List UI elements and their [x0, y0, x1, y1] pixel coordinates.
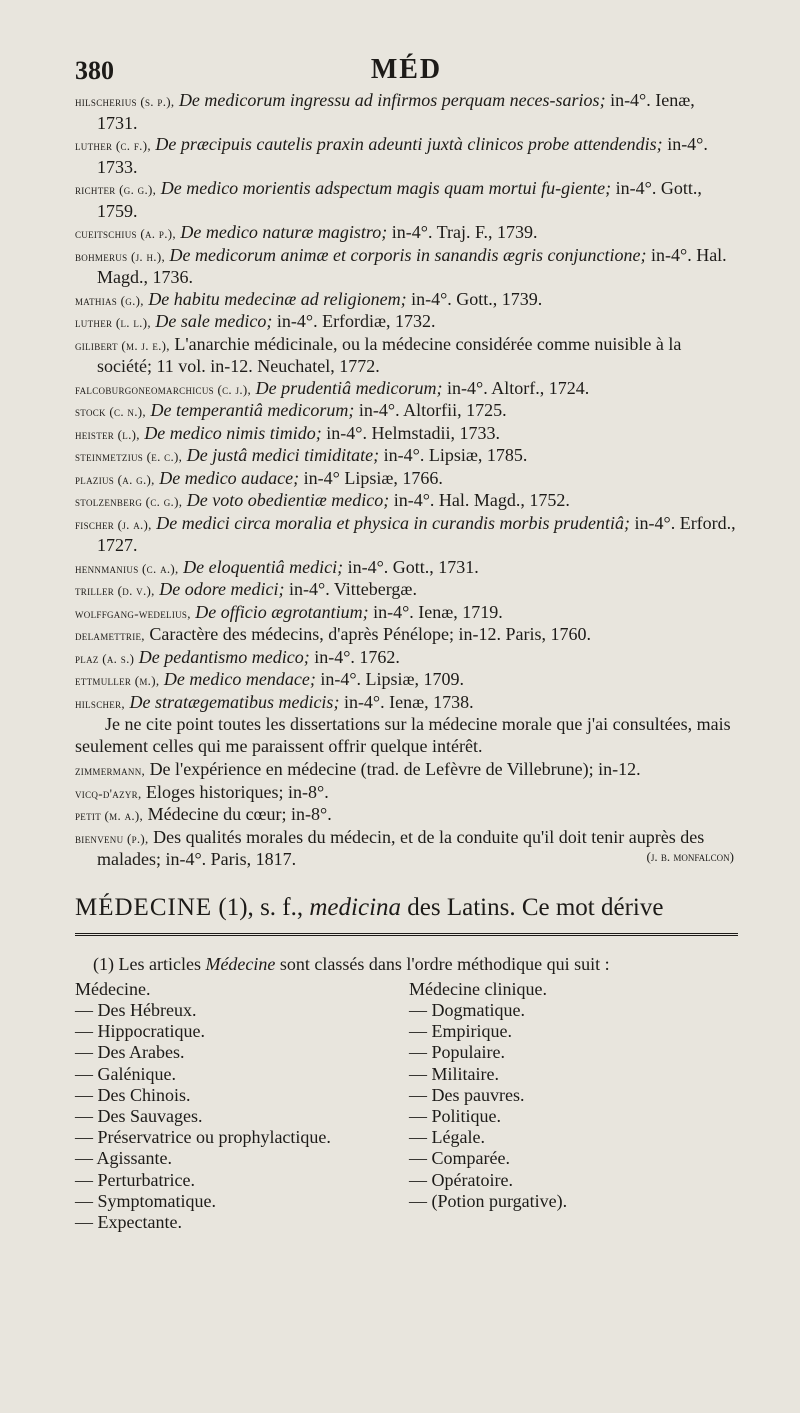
entry-imprint: in-4°. Vittebergæ.: [289, 579, 417, 599]
entry-title: De officio ægrotantium;: [195, 601, 369, 622]
footnote: [75, 954, 738, 1234]
author-note: Je ne cite point toutes les dissertations sur la médecine morale que j'ai consultées, mais seulement celles qui me paraissent offrir quelque intérêt.: [75, 714, 731, 756]
entry-title: De medicorum animæ et corporis in sanandis ægris conjunctione;: [169, 244, 647, 265]
entry-author: bohmerus (j. h.),: [75, 248, 166, 264]
footnote-list-item: — Empirique.: [409, 1021, 512, 1042]
entry-title: De sale medico;: [155, 311, 273, 331]
entry-imprint: in-4°. Traj. F., 1739.: [391, 222, 538, 242]
entry-imprint: in-4°. Helmstadii, 1733.: [326, 422, 500, 443]
bibliography-entry: [75, 557, 738, 580]
footnote-list-item: — Des Sauvages.: [75, 1105, 203, 1126]
entry-author: plaz (a. s.): [75, 650, 135, 666]
bibliography-entry: [75, 222, 738, 245]
bibliography-entry: [75, 490, 738, 513]
bibliography-entry: [75, 423, 738, 446]
entry-author: heister (l.),: [75, 426, 140, 442]
footnote-list-item: — Des pauvres.: [409, 1084, 525, 1105]
entry-author: bienvenu (p.),: [75, 830, 149, 846]
entry-imprint: in-4°. Altorfii, 1725.: [358, 400, 507, 420]
entry-title: De præcipuis cautelis praxin adeunti juxtà clinicos probe attendendis;: [155, 134, 663, 154]
entry-author: mathias (g.),: [75, 292, 144, 308]
entry-imprint: L'anarchie médicinale, ou la médecine considérée comme nuisible à la société; 11 vol. in-12. Neuchatel, 1772.: [97, 333, 682, 376]
entry-title: De habitu medecinæ ad religionem;: [148, 288, 407, 309]
entry-title: De medico audace;: [159, 467, 300, 488]
entry-author: luther (l. l.),: [75, 315, 151, 330]
entry-author: wolffgang-wedelius,: [75, 605, 191, 621]
entry-author: stock (c. n.),: [75, 404, 146, 419]
footnote-list-item: — Galénique.: [75, 1063, 176, 1084]
bibliography-entry: [75, 647, 738, 670]
entry-imprint: Eloges historiques; in-8°.: [146, 781, 329, 802]
headword: MÉDECINE: [75, 893, 213, 921]
entry-imprint: in-4°. Ienæ, 1738.: [343, 691, 474, 712]
entry-imprint: in-4°. Gott., 1731.: [347, 556, 479, 577]
footnote-list-item: — Des Chinois.: [75, 1084, 191, 1105]
entry-title: De pedantismo medico;: [138, 646, 310, 667]
grammar-label: s. f.,: [260, 893, 304, 921]
footnote-list-item: — Expectante.: [75, 1211, 182, 1232]
entry-author: hennmanius (c. a.),: [75, 560, 179, 576]
bibliography-entry: [75, 178, 738, 222]
page-number: 380: [75, 56, 114, 85]
entry-title: De medici circa moralia et physica in curandis morbis prudentiâ;: [156, 512, 630, 533]
entry-title: De medico naturæ magistro;: [180, 222, 388, 242]
footnote-reference: (1),: [218, 893, 254, 921]
footnote-divider: [75, 933, 738, 936]
footnote-list-item: — Militaire.: [409, 1063, 499, 1084]
bibliography-list: [75, 90, 738, 714]
entry-imprint: in-4° Lipsiæ, 1766.: [303, 467, 443, 488]
entry-title: De temperantiâ medicorum;: [150, 400, 355, 420]
entry-author: hilscher,: [75, 695, 125, 711]
entry-author: fischer (j. a.),: [75, 516, 152, 532]
entry-imprint: Des qualités morales du médecin, et de la conduite qu'il doit tenir auprès des malades; in-4°. Paris, 1817.: [97, 826, 705, 869]
footnote-list-item: — Préservatrice ou prophylactique.: [75, 1127, 331, 1148]
entry-imprint: in-4°. 1762.: [314, 646, 400, 667]
entry-author: plazius (a. g.),: [75, 471, 155, 487]
entry-imprint: in-4°. Gott., 1759.: [97, 178, 702, 221]
bibliography-entry: [75, 245, 738, 289]
entry-title: De eloquentiâ medici;: [183, 556, 344, 577]
footnote-list-item: — Perturbatrice.: [75, 1169, 195, 1190]
bibliography-entry: [75, 624, 738, 647]
footnote-list-item: — Opératoire.: [409, 1169, 513, 1190]
entry-author: delamettrie,: [75, 628, 145, 643]
bibliography-entry: [75, 289, 738, 312]
bibliography-entry: [75, 579, 738, 602]
footnote-list-item: — Comparée.: [409, 1148, 510, 1169]
entry-imprint: in-4°. Hal. Magd., 1752.: [393, 490, 570, 510]
entry-author: richter (g. g.),: [75, 182, 157, 197]
bibliography-entry: [75, 669, 738, 692]
footnote-intro: [75, 954, 738, 975]
entry-imprint: Médecine du cœur; in-8°.: [147, 804, 332, 824]
entry-title: De prudentiâ medicorum;: [255, 377, 443, 398]
latin-term: medicina: [309, 893, 402, 921]
footnote-intro-a: (1) Les articles: [93, 953, 201, 974]
entry-title: De medico morientis adspectum magis quam mortui fu-giente;: [160, 178, 612, 198]
footnote-list-item: Médecine clinique.: [409, 978, 547, 999]
entry-author: falcoburgoneomarchicus (c. j.),: [75, 381, 252, 397]
footnote-list-item: — Légale.: [409, 1127, 485, 1148]
bibliography-entry: [75, 90, 738, 134]
footnote-intro-c: sont classés dans l'ordre méthodique qui suit :: [279, 953, 610, 974]
entry-title: De odore medici;: [159, 579, 285, 599]
footnote-list-item: — Hippocratique.: [75, 1021, 205, 1042]
footnote-list-item: Médecine.: [75, 978, 151, 999]
running-title: MÉD: [370, 54, 443, 85]
footnote-columns: [75, 979, 738, 1233]
entry-imprint: Caractère des médecins, d'après Pénélope; in-12. Paris, 1760.: [149, 624, 591, 644]
entry-imprint: in-4°. Lipsiæ, 1785.: [383, 445, 528, 465]
entry-author: cueitschius (a. p.),: [75, 226, 176, 241]
entry-imprint: in-4°. Hal. Magd., 1736.: [97, 244, 727, 287]
footnote-list-item: — Des Arabes.: [75, 1042, 185, 1063]
page-header: [75, 48, 738, 88]
entry-author: stolzenberg (c. g.),: [75, 494, 183, 509]
entry-author: gilibert (m. j. e.),: [75, 337, 170, 353]
entry-author: petit (m. a.),: [75, 808, 144, 823]
entry-imprint: in-4°. Ienæ, 1719.: [373, 601, 503, 622]
entry-title: De stratægematibus medicis;: [129, 691, 340, 712]
footnote-list-item: — Populaire.: [409, 1042, 505, 1063]
footnote-column-right: [409, 979, 738, 1233]
bibliography-entry: [75, 602, 738, 625]
entry-imprint: in-4°. Ienæ, 1731.: [97, 90, 695, 133]
footnote-list-item: — Politique.: [409, 1105, 502, 1126]
entry-imprint: in-4°. Gott., 1739.: [411, 288, 543, 309]
author-signature: (j. b. monfalcon): [646, 848, 734, 864]
footnote-intro-b: Médecine: [205, 953, 276, 974]
entry-author: hilscherius (s. p.),: [75, 94, 175, 109]
entry-title: De medico nimis timido;: [144, 422, 322, 443]
entry-author: ettmuller (m.),: [75, 673, 160, 688]
entry-imprint: De l'expérience en médecine (trad. de Lefèvre de Villebrune); in-12.: [149, 759, 641, 779]
bibliography-entry: [75, 692, 738, 715]
entry-imprint: in-4°. Erford., 1727.: [97, 512, 736, 555]
entry-title: De medico mendace;: [163, 669, 316, 689]
bibliography-list-continued: [75, 759, 738, 871]
bibliography-entry: [75, 759, 738, 782]
bibliography-entry: [75, 782, 738, 805]
bibliography-entry: [75, 468, 738, 491]
entry-title: De justâ medici timiditate;: [186, 445, 380, 465]
article-heading: [75, 893, 738, 923]
entry-imprint: in-4°. Altorf., 1724.: [447, 377, 590, 398]
footnote-list-item: — Des Hébreux.: [75, 999, 197, 1020]
footnote-list-item: — (Potion purgative).: [409, 1190, 568, 1211]
entry-imprint: in-4°. Erfordiæ, 1732.: [276, 311, 436, 331]
heading-tail: des Latins. Ce mot dérive: [407, 893, 664, 921]
bibliography-entry: [75, 400, 738, 423]
bibliography-entry: [75, 804, 738, 827]
bibliography-entry: [75, 334, 738, 378]
entry-author: zimmermann,: [75, 763, 146, 778]
footnote-list-item: — Agissante.: [75, 1148, 172, 1169]
footnote-list-item: — Dogmatique.: [409, 999, 525, 1020]
bibliography-entry: [75, 378, 738, 401]
bibliography-entry: [75, 311, 738, 334]
entry-author: vicq-d'azyr,: [75, 785, 142, 801]
entry-title: De voto obedientiæ medico;: [186, 490, 390, 510]
footnote-list-item: — Symptomatique.: [75, 1190, 216, 1211]
bibliography-entry: [75, 513, 738, 557]
entry-author: luther (c. f.),: [75, 138, 151, 153]
entry-author: triller (d. v.),: [75, 583, 155, 598]
bibliography-entry: [75, 134, 738, 178]
entry-author: steinmetzius (e. c.),: [75, 449, 183, 464]
entry-imprint: in-4°. Lipsiæ, 1709.: [320, 669, 465, 689]
entry-imprint: in-4°. 1733.: [97, 134, 708, 177]
bibliography-entry: [75, 827, 738, 871]
footnote-column-left: [75, 979, 409, 1233]
bibliography-entry: [75, 445, 738, 468]
entry-title: De medicorum ingressu ad infirmos perquam neces-sarios;: [178, 90, 606, 110]
